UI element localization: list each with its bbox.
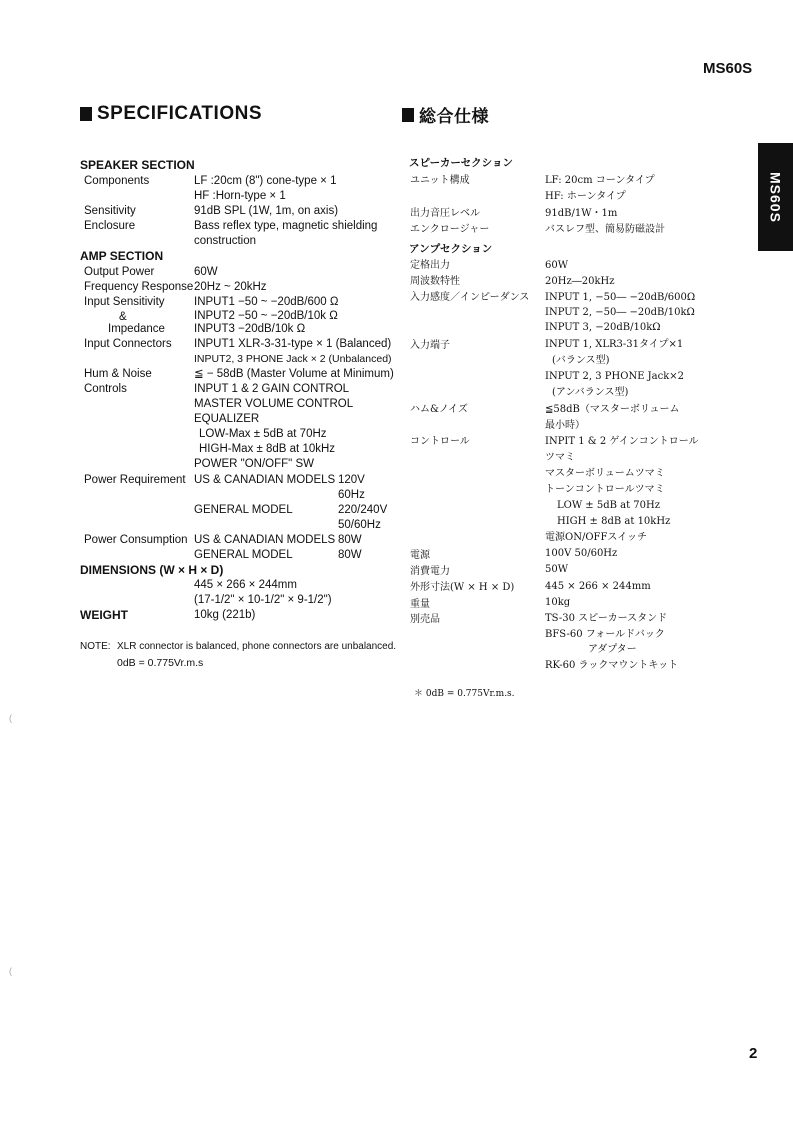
- title-jp-text: 総合仕様: [419, 107, 489, 127]
- en-dimensions-label: DIMENSIONS (W × H × D): [80, 563, 224, 577]
- en-power-req-label: Power Requirement: [84, 474, 186, 486]
- title-square-icon: [80, 107, 92, 121]
- en-output-value: 60W: [194, 266, 218, 278]
- en-controls-label: Controls: [84, 383, 127, 395]
- jp-opt3: アダプター: [588, 644, 637, 655]
- en-speaker-section: SPEAKER SECTION: [80, 158, 195, 172]
- jp-ctrl6: HIGH ± 8dB at 10kHz: [557, 516, 671, 527]
- en-output-label: Output Power: [84, 266, 155, 278]
- jp-ctrl5: LOW ± 5dB at 70Hz: [557, 500, 661, 511]
- jp-hum2: 最小時）: [545, 420, 585, 431]
- model-name: MS60S: [703, 60, 753, 77]
- en-dimensions-mm: 445 × 266 × 244mm: [194, 579, 297, 591]
- en-power-req-gen-hz: 50/60Hz: [338, 519, 381, 531]
- jp-power-label: 電源: [410, 550, 430, 561]
- jp-sens-label: 出力音圧レベル: [410, 208, 480, 219]
- en-controls3: EQUALIZER: [194, 413, 260, 425]
- en-dimensions-in: (17-1/2" × 10-1/2" × 9-1/2"): [194, 594, 332, 606]
- jp-ctrl-label: コントロール: [410, 436, 470, 447]
- jp-cons-value: 50W: [545, 564, 569, 575]
- en-note-line1: XLR connector is balanced, phone connectors are unbalanced.: [117, 641, 397, 652]
- jp-dim-label: 外形寸法(W × H × D): [410, 582, 515, 593]
- en-freq-label: Frequency Response: [84, 281, 194, 293]
- en-controls2: MASTER VOLUME CONTROL: [194, 398, 354, 410]
- en-power-req-us-hz: 60Hz: [338, 489, 365, 501]
- en-sensitivity-value: 91dB SPL (1W, 1m, on axis): [194, 205, 339, 217]
- en-impedance-label: Impedance: [108, 323, 165, 335]
- en-power-cons-gen-w: 80W: [338, 549, 362, 561]
- en-hum-value: ≦ − 58dB (Master Volume at Minimum): [194, 368, 394, 380]
- en-power-req-gen-v: 220/240V: [338, 504, 388, 516]
- en-enclosure-value2: construction: [194, 235, 257, 247]
- jp-opt2: BFS-60 フォールドバック: [545, 629, 665, 640]
- jp-sens-value: 91dB/1W・1m: [545, 208, 618, 219]
- en-weight-label: WEIGHT: [80, 608, 128, 622]
- title-jp-square-icon: [402, 108, 414, 122]
- en-power-cons-us: US & CANADIAN MODELS: [194, 534, 336, 546]
- en-amp-section: AMP SECTION: [80, 249, 164, 263]
- en-components-hf: HF :Horn-type × 1: [194, 190, 286, 202]
- jp-term-label: 入力端子: [410, 340, 450, 351]
- jp-ctrl7: 電源ON/OFFスイッチ: [545, 532, 647, 543]
- jp-weight-value: 10kg: [545, 597, 571, 608]
- en-power-req-us: US & CANADIAN MODELS: [194, 474, 336, 486]
- title-en: [80, 103, 262, 125]
- jp-term1: INPUT 1, XLR3-31タイプ×1: [545, 339, 684, 350]
- jp-encl-label: エンクロージャー: [410, 224, 490, 235]
- jp-power-value: 100V 50/60Hz: [545, 548, 618, 559]
- en-power-req-gen: GENERAL MODEL: [194, 504, 293, 516]
- scan-mark: (: [9, 966, 12, 976]
- jp-term2: (バランス型): [552, 355, 610, 366]
- side-tab-label: MS60S: [767, 171, 784, 223]
- en-connectors1: INPUT1 XLR-3-31-type × 1 (Balanced): [194, 338, 392, 350]
- jp-unit-label: ユニット構成: [410, 175, 470, 186]
- jp-hum-label: ハム&ノイズ: [410, 404, 468, 415]
- jp-weight-label: 重量: [410, 599, 430, 610]
- jp-ctrl3: マスターボリュームツマミ: [545, 468, 665, 479]
- en-components-lf: LF :20cm (8") cone-type × 1: [194, 175, 337, 187]
- jp-hum1: ≦58dB（マスターボリューム: [545, 404, 680, 415]
- jp-imp1: INPUT 1, −50― −20dB/600Ω: [545, 292, 696, 303]
- en-weight-value: 10kg (221b): [194, 609, 256, 621]
- jp-amp-section: アンプセクション: [409, 243, 493, 255]
- en-input-amp: &: [119, 311, 127, 323]
- jp-unit-lf: LF: 20cm コーンタイプ: [545, 175, 655, 186]
- jp-ctrl4: トーンコントロールツマミ: [545, 484, 665, 495]
- en-input1: INPUT1 −50 ~ −20dB/600 Ω: [194, 296, 339, 308]
- page-number: 2: [749, 1045, 758, 1062]
- en-input-sens-label: Input Sensitivity: [84, 296, 165, 308]
- jp-opt1: TS-30 スピーカースタンド: [545, 613, 668, 624]
- jp-unit-hf: HF: ホーンタイプ: [545, 191, 626, 202]
- jp-rated-value: 60W: [545, 260, 569, 271]
- jp-imp3: INPUT 3, −20dB/10kΩ: [545, 322, 661, 333]
- en-freq-value: 20Hz ~ 20kHz: [194, 281, 267, 293]
- en-controls6: POWER "ON/OFF" SW: [194, 458, 314, 470]
- jp-ctrl1: INPIT 1 & 2 ゲインコントロール: [545, 436, 699, 447]
- jp-freq-label: 周波数特性: [410, 276, 460, 287]
- jp-term3: INPUT 2, 3 PHONE Jack×2: [545, 371, 685, 382]
- title-jp: [402, 102, 489, 127]
- en-connectors2: INPUT2, 3 PHONE Jack × 2 (Unbalanced): [194, 353, 392, 365]
- side-tab: [758, 143, 793, 251]
- jp-ctrl2: ツマミ: [545, 452, 575, 463]
- en-enclosure-label: Enclosure: [84, 220, 136, 232]
- jp-opt4: RK-60 ラックマウントキット: [545, 660, 679, 671]
- jp-imp-label: 入力感度／インピーダンス: [410, 292, 530, 303]
- en-controls5: HIGH-Max ± 8dB at 10kHz: [199, 443, 336, 455]
- jp-cons-label: 消費電力: [410, 566, 450, 577]
- jp-speaker-section: スピーカーセクション: [409, 157, 513, 169]
- title-en-text: SPECIFICATIONS: [97, 103, 262, 124]
- jp-encl-value: バスレフ型、簡易防磁設計: [545, 224, 665, 235]
- en-power-cons-label: Power Consumption: [84, 534, 188, 546]
- jp-opt-label: 別売品: [410, 614, 440, 625]
- en-power-cons-us-w: 80W: [338, 534, 362, 546]
- en-enclosure-value1: Bass reflex type, magnetic shielding: [194, 220, 378, 232]
- jp-dim-value: 445 × 266 × 244mm: [545, 581, 651, 592]
- en-connectors-label: Input Connectors: [84, 338, 172, 350]
- en-components-label: Components: [84, 175, 150, 187]
- jp-footnote: ＊ 0dB = 0.775Vr.m.s.: [414, 689, 515, 699]
- en-sensitivity-label: Sensitivity: [84, 205, 136, 217]
- en-controls4: LOW-Max ± 5dB at 70Hz: [199, 428, 327, 440]
- en-note-line2: 0dB = 0.775Vr.m.s: [117, 657, 204, 669]
- jp-imp2: INPUT 2, −50― −20dB/10kΩ: [545, 307, 695, 318]
- en-input3: INPUT3 −20dB/10k Ω: [194, 323, 306, 335]
- en-controls1: INPUT 1 & 2 GAIN CONTROL: [194, 383, 350, 395]
- jp-freq-value: 20Hz―20kHz: [545, 276, 615, 287]
- en-power-req-us-v: 120V: [338, 474, 365, 486]
- en-note-label: NOTE:: [80, 641, 111, 652]
- scan-mark: (: [9, 713, 12, 723]
- en-input2: INPUT2 −50 ~ −20dB/10k Ω: [194, 310, 338, 322]
- en-power-cons-gen: GENERAL MODEL: [194, 549, 293, 561]
- jp-term4: (アンバランス型): [552, 387, 629, 398]
- jp-rated-label: 定格出力: [410, 260, 450, 271]
- en-hum-label: Hum & Noise: [84, 368, 152, 380]
